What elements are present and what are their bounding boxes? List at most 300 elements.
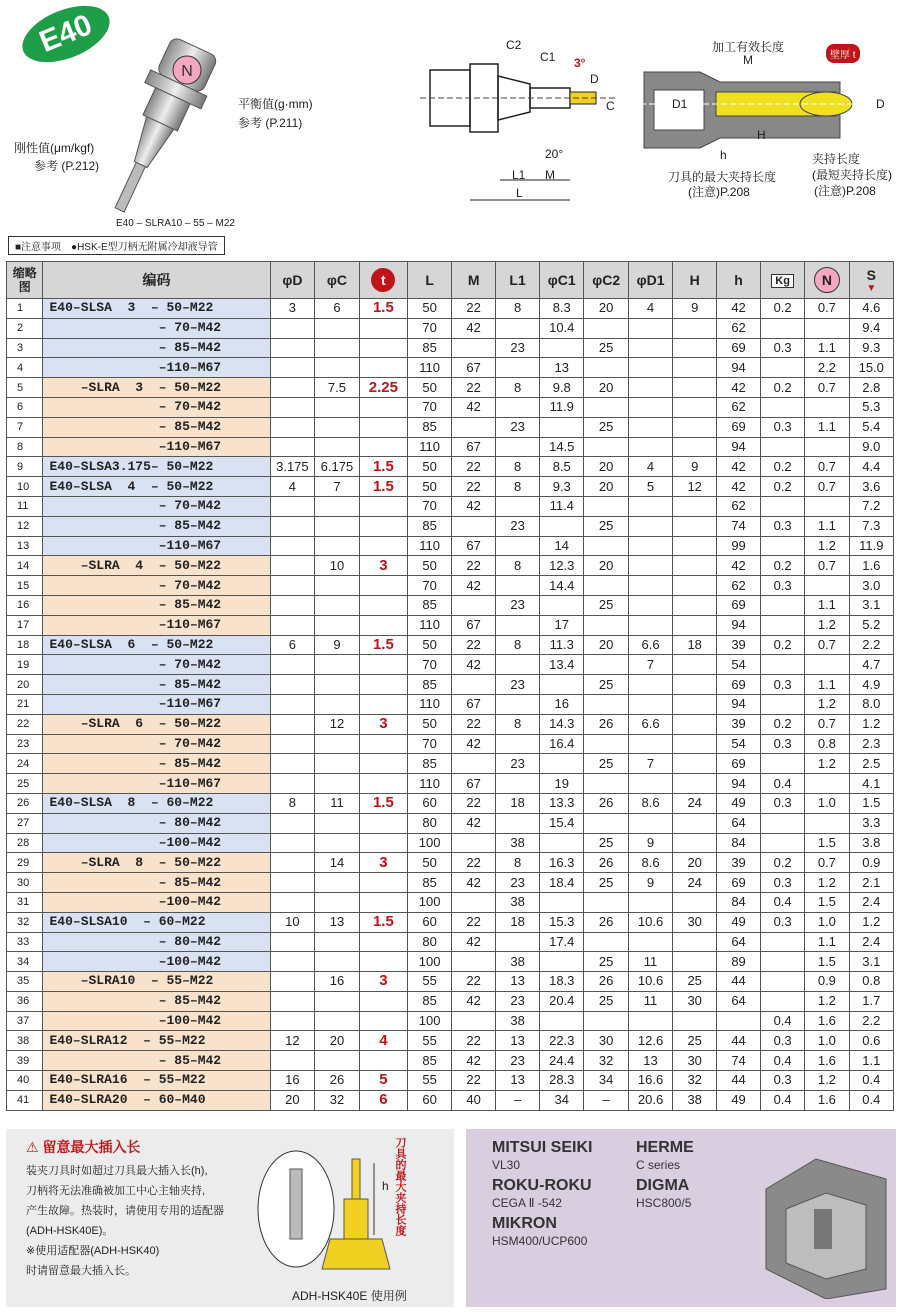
table-cell: 13.3 xyxy=(540,793,584,813)
table-cell: 62 xyxy=(717,397,761,417)
table-cell: 12.6 xyxy=(628,1031,672,1051)
table-cell: 44 xyxy=(717,972,761,992)
table-cell xyxy=(496,536,540,556)
table-cell: 0.4 xyxy=(761,1011,805,1031)
table-cell: 42 xyxy=(452,318,496,338)
table-row xyxy=(7,615,894,635)
table-cell: 42 xyxy=(452,496,496,516)
table-cell xyxy=(628,556,672,576)
table-cell: 14 xyxy=(540,536,584,556)
table-row xyxy=(7,397,894,417)
table-cell: 67 xyxy=(452,358,496,378)
table-cell xyxy=(359,833,407,853)
table-cell: 17.4 xyxy=(540,932,584,952)
table-cell: 70 xyxy=(408,397,452,417)
header-cell xyxy=(359,262,407,299)
table-cell xyxy=(673,714,717,734)
effective-length-label: 加工有效长度 xyxy=(712,40,785,54)
table-cell: 20 xyxy=(315,1031,360,1051)
table-cell: 15.3 xyxy=(540,912,584,932)
product-code: –100–M42 xyxy=(43,1011,270,1031)
table-cell: 0.2 xyxy=(761,378,805,398)
table-cell xyxy=(315,774,360,794)
table-cell xyxy=(761,437,805,457)
table-cell xyxy=(673,774,717,794)
table-cell: 7 xyxy=(315,477,360,497)
table-cell xyxy=(761,694,805,714)
table-cell xyxy=(628,378,672,398)
table-cell xyxy=(452,754,496,774)
table-cell: 38 xyxy=(673,1090,717,1110)
table-cell: 16 xyxy=(315,972,360,992)
row-number: 34 xyxy=(7,952,43,972)
row-number: 29 xyxy=(7,853,43,873)
table-cell: 20 xyxy=(673,853,717,873)
table-cell: 94 xyxy=(717,615,761,635)
s-icon: S xyxy=(866,267,876,283)
table-cell: 110 xyxy=(408,437,452,457)
table-cell xyxy=(584,813,628,833)
table-cell: 0.3 xyxy=(761,793,805,813)
table-cell xyxy=(270,358,315,378)
table-row xyxy=(7,457,894,477)
machine-brand: ROKU-ROKU xyxy=(492,1177,592,1194)
product-code: – 70–M42 xyxy=(43,496,270,516)
row-number: 15 xyxy=(7,576,43,596)
table-cell: 15.0 xyxy=(849,358,893,378)
table-cell: 19 xyxy=(540,774,584,794)
header-cell: H xyxy=(673,262,717,299)
table-cell: 85 xyxy=(408,675,452,695)
table-cell: 4.4 xyxy=(849,457,893,477)
table-cell: 10.6 xyxy=(628,972,672,992)
table-cell xyxy=(628,774,672,794)
table-cell: 8 xyxy=(496,635,540,655)
table-cell: 0.4 xyxy=(761,892,805,912)
table-cell: 4.1 xyxy=(849,774,893,794)
table-cell xyxy=(270,991,315,1011)
table-cell xyxy=(359,813,407,833)
table-cell xyxy=(315,516,360,536)
table-cell: 20 xyxy=(270,1090,315,1110)
table-cell: 38 xyxy=(496,892,540,912)
table-cell: 42 xyxy=(452,655,496,675)
table-cell xyxy=(584,397,628,417)
table-cell: 0.7 xyxy=(805,299,849,319)
table-cell xyxy=(496,774,540,794)
row-number: 41 xyxy=(7,1090,43,1110)
product-code: – 85–M42 xyxy=(43,754,270,774)
table-cell xyxy=(452,892,496,912)
table-cell xyxy=(270,813,315,833)
table-cell xyxy=(315,318,360,338)
table-cell: 16.6 xyxy=(628,1071,672,1091)
e40-badge: E40 xyxy=(14,0,117,73)
table-cell xyxy=(315,873,360,893)
dimension-drawing-side-view xyxy=(420,30,630,210)
table-cell: 62 xyxy=(717,496,761,516)
table-row xyxy=(7,675,894,695)
table-cell: 25 xyxy=(584,595,628,615)
table-cell: 1.5 xyxy=(359,477,407,497)
table-cell: 50 xyxy=(408,853,452,873)
table-row xyxy=(7,793,894,813)
adapter-h-label: h xyxy=(382,1179,389,1193)
table-cell: 84 xyxy=(717,892,761,912)
table-cell xyxy=(359,932,407,952)
table-cell: 26 xyxy=(315,1071,360,1091)
table-cell xyxy=(315,437,360,457)
table-cell: 22 xyxy=(452,1031,496,1051)
table-cell: 12 xyxy=(270,1031,315,1051)
table-cell: 85 xyxy=(408,754,452,774)
table-cell: 23 xyxy=(496,675,540,695)
table-cell xyxy=(270,516,315,536)
table-cell: 5.4 xyxy=(849,417,893,437)
table-cell: 2.3 xyxy=(849,734,893,754)
table-cell: 18 xyxy=(496,912,540,932)
table-cell xyxy=(315,536,360,556)
l1-label: L1 xyxy=(512,168,526,182)
table-cell xyxy=(673,833,717,853)
table-cell: 42 xyxy=(452,1051,496,1071)
table-cell xyxy=(540,754,584,774)
table-cell: 1.6 xyxy=(805,1090,849,1110)
table-cell: 85 xyxy=(408,991,452,1011)
table-cell: 10 xyxy=(315,556,360,576)
table-cell xyxy=(496,397,540,417)
table-cell: 6 xyxy=(270,635,315,655)
table-cell: 20 xyxy=(584,299,628,319)
table-cell: 42 xyxy=(452,813,496,833)
product-code: – 85–M42 xyxy=(43,595,270,615)
table-cell: 4 xyxy=(628,457,672,477)
table-cell: 70 xyxy=(408,655,452,675)
table-cell xyxy=(270,496,315,516)
table-cell xyxy=(270,417,315,437)
product-code: –SLRA10 – 55–M22 xyxy=(43,972,270,992)
product-code: E40–SLRA20 – 60–M40 xyxy=(43,1090,270,1110)
header-cell xyxy=(805,262,849,299)
row-number: 1 xyxy=(7,299,43,319)
table-cell: 54 xyxy=(717,734,761,754)
table-cell xyxy=(805,437,849,457)
table-cell: 9.3 xyxy=(849,338,893,358)
table-cell: 7.2 xyxy=(849,496,893,516)
table-cell: 9.8 xyxy=(540,378,584,398)
table-row xyxy=(7,833,894,853)
table-cell: 0.7 xyxy=(805,853,849,873)
table-cell: 60 xyxy=(408,912,452,932)
table-cell: 0.3 xyxy=(761,912,805,932)
adapter-illustration xyxy=(256,1139,446,1289)
table-cell: 0.3 xyxy=(761,338,805,358)
table-cell xyxy=(628,892,672,912)
table-cell xyxy=(584,318,628,338)
table-cell: 25 xyxy=(673,972,717,992)
table-cell: 69 xyxy=(717,873,761,893)
table-cell: 110 xyxy=(408,358,452,378)
table-cell: 67 xyxy=(452,694,496,714)
table-row xyxy=(7,477,894,497)
table-cell xyxy=(761,932,805,952)
row-number: 14 xyxy=(7,556,43,576)
row-number: 19 xyxy=(7,655,43,675)
table-row xyxy=(7,496,894,516)
table-cell: 1.1 xyxy=(805,595,849,615)
table-cell: 0.2 xyxy=(761,635,805,655)
row-number: 17 xyxy=(7,615,43,635)
table-cell: 20 xyxy=(584,635,628,655)
table-cell xyxy=(673,358,717,378)
table-cell: 0.7 xyxy=(805,378,849,398)
table-cell: 67 xyxy=(452,437,496,457)
machine-model: C series xyxy=(636,1158,681,1172)
table-row xyxy=(7,378,894,398)
table-cell: 26 xyxy=(584,912,628,932)
table-cell: 32 xyxy=(584,1051,628,1071)
n-icon: N xyxy=(814,267,840,293)
table-cell: 42 xyxy=(452,991,496,1011)
row-number: 10 xyxy=(7,477,43,497)
table-cell: 94 xyxy=(717,694,761,714)
table-cell: 7.3 xyxy=(849,516,893,536)
header-cell: h xyxy=(717,262,761,299)
table-cell: 23 xyxy=(496,1051,540,1071)
table-cell: 0.2 xyxy=(761,853,805,873)
table-cell xyxy=(496,694,540,714)
table-cell: 1.6 xyxy=(849,556,893,576)
table-cell: 1.1 xyxy=(805,516,849,536)
table-cell: 3 xyxy=(359,853,407,873)
table-cell xyxy=(359,516,407,536)
product-code: –100–M42 xyxy=(43,952,270,972)
header-cell: φC xyxy=(315,262,360,299)
table-row xyxy=(7,1051,894,1071)
header-cell: 缩略图 xyxy=(7,262,43,299)
table-cell: 50 xyxy=(408,477,452,497)
table-cell: 3.0 xyxy=(849,576,893,596)
table-cell xyxy=(359,358,407,378)
table-cell xyxy=(673,595,717,615)
header-cell: φC2 xyxy=(584,262,628,299)
table-cell: 100 xyxy=(408,833,452,853)
table-cell: 1.5 xyxy=(805,892,849,912)
table-row xyxy=(7,714,894,734)
header-cell: φC1 xyxy=(540,262,584,299)
table-cell xyxy=(673,675,717,695)
row-number: 35 xyxy=(7,972,43,992)
table-cell: 0.3 xyxy=(761,516,805,536)
table-cell: 20 xyxy=(584,378,628,398)
notes-bar: ■注意事项 ●HSK-E型刀柄无附属冷却液导管 xyxy=(8,236,225,255)
table-cell xyxy=(359,734,407,754)
d-label-side: D xyxy=(590,72,599,86)
machine-center-illustration xyxy=(756,1149,892,1299)
table-cell: 50 xyxy=(408,714,452,734)
table-cell: 22 xyxy=(452,378,496,398)
table-cell xyxy=(496,813,540,833)
table-cell: 11.9 xyxy=(540,397,584,417)
m-label-section: M xyxy=(743,53,753,67)
table-cell: 15.4 xyxy=(540,813,584,833)
machine-brand: MITSUI SEIKI xyxy=(492,1139,593,1156)
table-cell: 7 xyxy=(628,754,672,774)
table-cell xyxy=(673,397,717,417)
table-cell xyxy=(496,437,540,457)
table-cell: 110 xyxy=(408,774,452,794)
table-cell: 4.6 xyxy=(849,299,893,319)
table-cell: 49 xyxy=(717,1090,761,1110)
table-cell: 54 xyxy=(717,655,761,675)
table-cell: 22 xyxy=(452,793,496,813)
table-cell: 8 xyxy=(496,299,540,319)
table-cell: 20.6 xyxy=(628,1090,672,1110)
table-cell: 22 xyxy=(452,635,496,655)
clamp-length-label: 夹持长度 xyxy=(812,152,861,166)
table-cell: 100 xyxy=(408,1011,452,1031)
arrow-down-icon: ▼ xyxy=(866,283,877,294)
table-cell xyxy=(270,1011,315,1031)
table-cell: 26 xyxy=(584,793,628,813)
table-row xyxy=(7,813,894,833)
table-cell: 1.2 xyxy=(805,1071,849,1091)
table-cell xyxy=(270,318,315,338)
table-cell: 80 xyxy=(408,813,452,833)
table-cell: 11 xyxy=(628,952,672,972)
table-cell xyxy=(628,675,672,695)
table-cell: 8 xyxy=(496,714,540,734)
table-cell xyxy=(496,615,540,635)
table-cell xyxy=(584,496,628,516)
c2-label: C2 xyxy=(506,38,522,52)
table-cell: 13 xyxy=(540,358,584,378)
table-cell: 1.2 xyxy=(805,991,849,1011)
table-cell: 1.0 xyxy=(805,912,849,932)
table-cell: 38 xyxy=(496,1011,540,1031)
table-cell: 44 xyxy=(717,1071,761,1091)
table-cell xyxy=(452,516,496,536)
row-number: 37 xyxy=(7,1011,43,1031)
table-row xyxy=(7,734,894,754)
table-cell xyxy=(359,536,407,556)
table-cell xyxy=(359,655,407,675)
table-cell xyxy=(673,655,717,675)
table-cell xyxy=(628,694,672,714)
table-cell xyxy=(359,437,407,457)
table-row xyxy=(7,516,894,536)
table-cell: 1.2 xyxy=(805,873,849,893)
product-code: – 70–M42 xyxy=(43,318,270,338)
table-cell xyxy=(359,338,407,358)
row-number: 28 xyxy=(7,833,43,853)
table-cell: 12 xyxy=(315,714,360,734)
table-cell: 1.5 xyxy=(359,299,407,319)
table-cell: 9.4 xyxy=(849,318,893,338)
table-cell: 22 xyxy=(452,1071,496,1091)
table-cell: 0.7 xyxy=(805,714,849,734)
row-number: 33 xyxy=(7,932,43,952)
table-cell: 13 xyxy=(496,1071,540,1091)
table-cell: 22 xyxy=(452,972,496,992)
table-cell xyxy=(359,675,407,695)
table-cell: 30 xyxy=(673,912,717,932)
table-cell xyxy=(628,318,672,338)
table-cell: 69 xyxy=(717,754,761,774)
table-cell xyxy=(270,873,315,893)
table-cell: 0.3 xyxy=(761,576,805,596)
table-cell xyxy=(496,358,540,378)
table-row xyxy=(7,932,894,952)
table-cell: 85 xyxy=(408,873,452,893)
table-cell: 1.5 xyxy=(805,833,849,853)
product-code: –110–M67 xyxy=(43,437,270,457)
table-cell xyxy=(270,615,315,635)
table-cell: 1.5 xyxy=(805,952,849,972)
table-cell: 2.2 xyxy=(849,1011,893,1031)
table-row xyxy=(7,655,894,675)
table-cell: 16.3 xyxy=(540,853,584,873)
table-cell xyxy=(540,1011,584,1031)
table-cell: 1.0 xyxy=(805,793,849,813)
table-cell xyxy=(496,576,540,596)
table-cell: 9 xyxy=(673,299,717,319)
table-cell: 1.7 xyxy=(849,991,893,1011)
table-cell xyxy=(359,892,407,912)
table-cell: 5.3 xyxy=(849,397,893,417)
table-row xyxy=(7,635,894,655)
table-cell xyxy=(673,734,717,754)
table-cell: 8.3 xyxy=(540,299,584,319)
table-row xyxy=(7,417,894,437)
table-cell xyxy=(315,576,360,596)
product-code: –110–M67 xyxy=(43,694,270,714)
table-cell: 1.5 xyxy=(849,793,893,813)
table-cell: 25 xyxy=(584,952,628,972)
table-cell: 34 xyxy=(584,1071,628,1091)
table-cell xyxy=(452,417,496,437)
warning-title xyxy=(26,1137,140,1157)
table-cell xyxy=(315,754,360,774)
table-cell: 22 xyxy=(452,912,496,932)
table-cell: 23 xyxy=(496,754,540,774)
row-number: 20 xyxy=(7,675,43,695)
table-cell: 22 xyxy=(452,556,496,576)
angle3-label: 3° xyxy=(574,56,586,70)
table-cell xyxy=(315,952,360,972)
table-cell xyxy=(673,694,717,714)
table-row xyxy=(7,1090,894,1110)
table-cell: 0.7 xyxy=(805,457,849,477)
table-cell xyxy=(673,932,717,952)
table-cell: 67 xyxy=(452,774,496,794)
product-code: – 85–M42 xyxy=(43,1051,270,1071)
table-cell: 42 xyxy=(717,378,761,398)
table-cell: 24 xyxy=(673,793,717,813)
table-cell: 0.3 xyxy=(761,675,805,695)
table-cell xyxy=(761,358,805,378)
row-number: 26 xyxy=(7,793,43,813)
table-cell: 13.4 xyxy=(540,655,584,675)
table-cell xyxy=(584,1011,628,1031)
table-cell: 8 xyxy=(496,378,540,398)
table-cell: 85 xyxy=(408,1051,452,1071)
table-cell xyxy=(628,1011,672,1031)
table-cell: 13 xyxy=(628,1051,672,1071)
product-code: – 70–M42 xyxy=(43,655,270,675)
table-cell: 0.7 xyxy=(805,477,849,497)
table-cell xyxy=(628,358,672,378)
